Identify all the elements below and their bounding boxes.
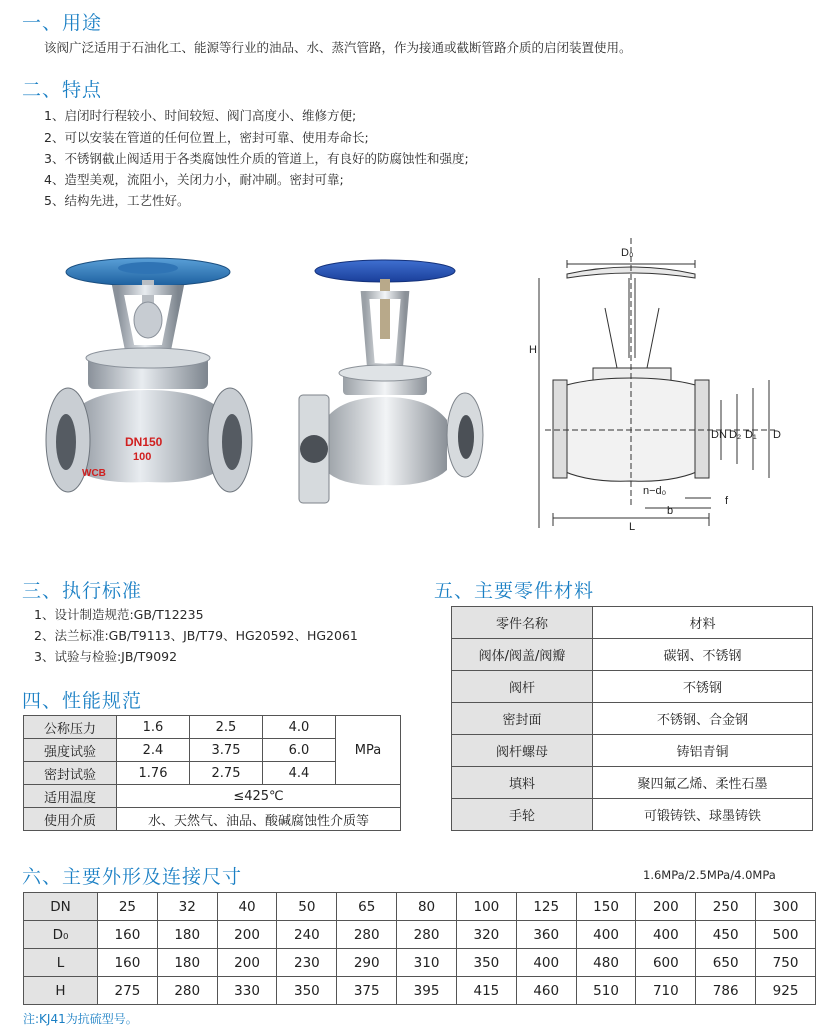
dim-label-d0: D₀ <box>621 247 634 259</box>
valve-photo-stainless <box>295 255 490 525</box>
section-title-features: 二、特点 <box>22 79 103 101</box>
table-cell: 415 <box>456 977 516 1005</box>
standard-item: 1、设计制造规范:GB/T12235 <box>34 607 204 622</box>
section-title-materials: 五、主要零件材料 <box>434 580 595 602</box>
table-cell: 240 <box>277 921 337 949</box>
table-cell-label: 阀体/阀盖/阀瓣 <box>452 639 593 671</box>
table-cell-label: 公称压力 <box>24 716 117 739</box>
table-cell: 1.6 <box>117 716 190 739</box>
dim-label-h: H <box>529 344 537 356</box>
table-cell-unit: MPa <box>336 716 401 785</box>
pressure-rating: 1.6MPa/2.5MPa/4.0MPa <box>643 868 776 882</box>
table-cell: 碳钢、不锈钢 <box>593 639 813 671</box>
table-cell: 200 <box>217 921 277 949</box>
table-cell: 铸铝青铜 <box>593 735 813 767</box>
table-cell: 150 <box>576 893 636 921</box>
table-cell: 4.0 <box>263 716 336 739</box>
dimensions-table <box>23 892 816 1005</box>
usage-text: 该阀广泛适用于石油化工、能源等行业的油品、水、蒸汽管路，作为接通或截断管路介质的启闭装置使用。 <box>44 40 632 55</box>
table-cell: 1.76 <box>117 762 190 785</box>
table-cell: 400 <box>516 949 576 977</box>
table-cell: 310 <box>397 949 457 977</box>
table-cell: 180 <box>157 921 217 949</box>
table-cell: 275 <box>98 977 158 1005</box>
dim-label-dn: DN <box>711 429 727 441</box>
materials-table <box>451 606 813 831</box>
table-cell: 450 <box>696 921 756 949</box>
table-row <box>452 703 813 735</box>
table-cell-label: 使用介质 <box>24 808 117 831</box>
table-cell: 180 <box>157 949 217 977</box>
table-row <box>452 735 813 767</box>
table-cell: 375 <box>337 977 397 1005</box>
table-cell-label: 强度试验 <box>24 739 117 762</box>
table-cell: 25 <box>98 893 158 921</box>
table-cell: 350 <box>277 977 337 1005</box>
standard-item: 2、法兰标准:GB/T9113、JB/T79、HG20592、HG2061 <box>34 628 358 643</box>
table-cell: 500 <box>756 921 816 949</box>
table-cell: 40 <box>217 893 277 921</box>
feature-item: 5、结构先进，工艺性好。 <box>44 193 190 208</box>
table-row <box>452 671 813 703</box>
table-cell: 350 <box>456 949 516 977</box>
table-row <box>24 977 816 1005</box>
table-row <box>24 949 816 977</box>
table-cell-label: 阀杆 <box>452 671 593 703</box>
section-title-performance: 四、性能规范 <box>22 690 143 712</box>
table-cell: ≤425℃ <box>117 785 401 808</box>
table-cell: 80 <box>397 893 457 921</box>
table-cell-label: H <box>24 977 98 1005</box>
footnote: 注:KJ41为抗硫型号。 <box>23 1012 138 1026</box>
valve-marking-material: WCB <box>82 468 106 479</box>
section-title-dimensions: 六、主要外形及连接尺寸 <box>22 866 243 888</box>
table-cell-label: DN <box>24 893 98 921</box>
table-cell-label: 密封面 <box>452 703 593 735</box>
table-cell: 320 <box>456 921 516 949</box>
feature-item: 4、造型美观，流阻小，关闭力小，耐冲刷。密封可靠; <box>44 172 344 187</box>
table-cell: 925 <box>756 977 816 1005</box>
table-cell: 200 <box>217 949 277 977</box>
feature-item: 1、启闭时行程较小、时间较短、阀门高度小、维修方便; <box>44 108 357 123</box>
dim-label-d: D <box>773 429 781 441</box>
performance-table <box>23 715 401 831</box>
table-cell: 710 <box>636 977 696 1005</box>
section-title-usage: 一、用途 <box>22 12 103 34</box>
table-row <box>24 921 816 949</box>
table-row <box>24 785 401 808</box>
table-cell: 330 <box>217 977 277 1005</box>
table-cell: 600 <box>636 949 696 977</box>
table-header: 零件名称 <box>452 607 593 639</box>
table-cell-label: 填料 <box>452 767 593 799</box>
valve-marking-pn: 100 <box>133 451 152 463</box>
table-cell: 2.75 <box>190 762 263 785</box>
table-row <box>24 893 816 921</box>
table-cell: 786 <box>696 977 756 1005</box>
table-header: 材料 <box>593 607 813 639</box>
table-cell: 510 <box>576 977 636 1005</box>
table-cell: 360 <box>516 921 576 949</box>
standard-item: 3、试验与检验:JB/T9092 <box>34 649 178 664</box>
dim-label-n-d0: n−d₀ <box>643 485 667 497</box>
table-row <box>24 716 401 739</box>
table-cell: 480 <box>576 949 636 977</box>
table-cell: 聚四氟乙烯、柔性石墨 <box>593 767 813 799</box>
dim-label-f: f <box>725 495 729 507</box>
table-cell: 395 <box>397 977 457 1005</box>
table-cell: 3.75 <box>190 739 263 762</box>
table-cell-label: L <box>24 949 98 977</box>
dim-label-l: L <box>629 521 636 533</box>
valve-dimension-drawing <box>525 238 795 538</box>
table-row <box>452 639 813 671</box>
table-cell-label: 适用温度 <box>24 785 117 808</box>
dim-label-d1: D₁ <box>745 429 757 441</box>
table-cell: 160 <box>98 949 158 977</box>
table-cell: 230 <box>277 949 337 977</box>
valve-marking-dn: DN150 <box>125 435 163 449</box>
table-cell: 不锈钢 <box>593 671 813 703</box>
table-cell: 650 <box>696 949 756 977</box>
section-title-standards: 三、执行标准 <box>22 580 143 602</box>
table-cell: 125 <box>516 893 576 921</box>
table-cell: 280 <box>157 977 217 1005</box>
table-cell: 460 <box>516 977 576 1005</box>
table-cell: 6.0 <box>263 739 336 762</box>
table-cell: 4.4 <box>263 762 336 785</box>
table-cell: 65 <box>337 893 397 921</box>
table-cell: 100 <box>456 893 516 921</box>
table-cell-label: 手轮 <box>452 799 593 831</box>
dim-label-d2: D₂ <box>729 429 742 441</box>
table-cell: 200 <box>636 893 696 921</box>
table-cell: 可锻铸铁、球墨铸铁 <box>593 799 813 831</box>
feature-item: 2、可以安装在管道的任何位置上，密封可靠、使用寿命长; <box>44 130 369 145</box>
table-row <box>452 767 813 799</box>
table-cell: 300 <box>756 893 816 921</box>
table-cell: 280 <box>397 921 457 949</box>
table-cell: 400 <box>576 921 636 949</box>
table-header-row <box>452 607 813 639</box>
table-cell: 2.4 <box>117 739 190 762</box>
table-row <box>452 799 813 831</box>
table-cell-label: 阀杆螺母 <box>452 735 593 767</box>
feature-item: 3、不锈钢截止阀适用于各类腐蚀性介质的管道上，有良好的防腐蚀性和强度; <box>44 151 469 166</box>
table-cell: 400 <box>636 921 696 949</box>
table-cell-label: D₀ <box>24 921 98 949</box>
table-cell: 750 <box>756 949 816 977</box>
table-cell-label: 密封试验 <box>24 762 117 785</box>
table-cell: 280 <box>337 921 397 949</box>
dim-label-b: b <box>667 505 674 517</box>
table-cell: 250 <box>696 893 756 921</box>
valve-photo-wcb <box>30 250 265 520</box>
table-cell: 32 <box>157 893 217 921</box>
table-cell: 不锈钢、合金钢 <box>593 703 813 735</box>
table-cell: 水、天然气、油品、酸碱腐蚀性介质等 <box>117 808 401 831</box>
table-row <box>24 808 401 831</box>
table-cell: 2.5 <box>190 716 263 739</box>
table-cell: 290 <box>337 949 397 977</box>
table-cell: 160 <box>98 921 158 949</box>
table-cell: 50 <box>277 893 337 921</box>
